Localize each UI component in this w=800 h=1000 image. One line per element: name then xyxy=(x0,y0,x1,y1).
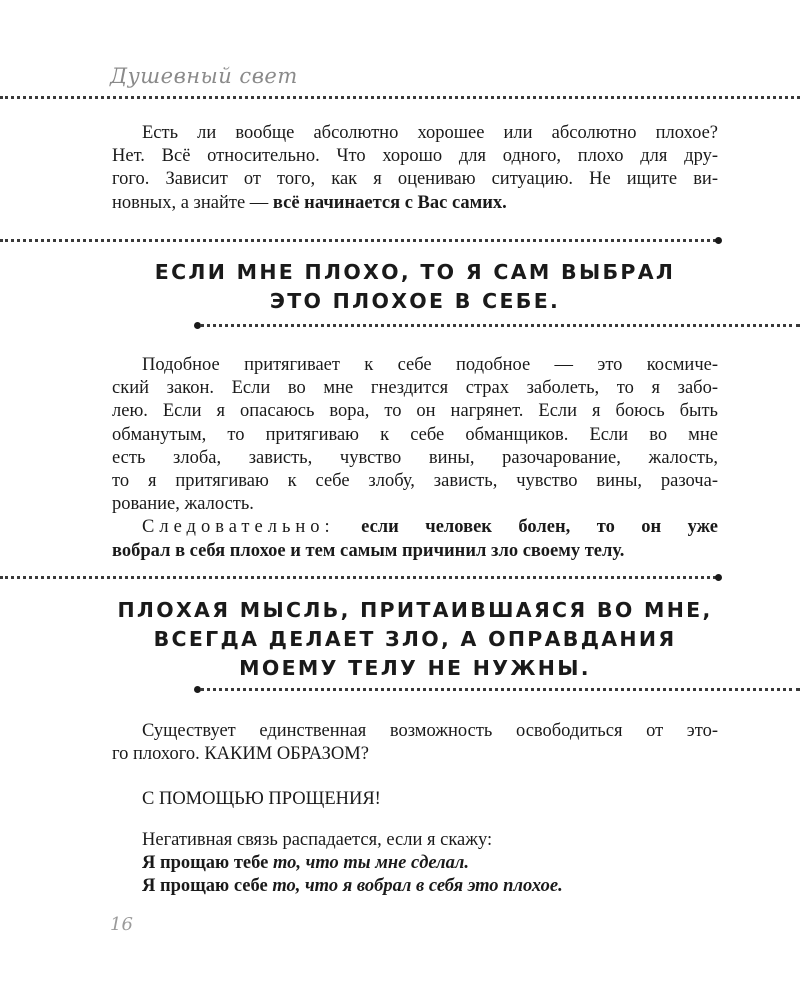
emphasis-text: всё начинается с Вас самих. xyxy=(272,192,507,213)
text-line: Существует единственная возможность освободиться от это- xyxy=(142,721,718,741)
divider-end-dot xyxy=(715,237,722,244)
text-span: новных, а знайте — xyxy=(112,192,273,213)
text-line: С ПОМОЩЬЮ ПРОЩЕНИЯ! xyxy=(142,789,381,809)
text-line xyxy=(112,516,718,539)
section-divider xyxy=(0,576,716,579)
paragraph-1 xyxy=(112,122,718,215)
text-line: го плохого. КАКИМ ОБРАЗОМ? xyxy=(112,744,369,765)
divider-end-dot xyxy=(715,574,722,581)
running-header: Душевный свет xyxy=(110,64,298,88)
emphasis-text: Я прощаю тебе xyxy=(142,853,273,874)
text-line: Есть ли вообще абсолютно хорошее или абсолютно плохое? xyxy=(142,123,718,143)
paragraph-4 xyxy=(112,788,718,811)
emphasis-italic-text: то, что ты мне сделал. xyxy=(272,853,469,874)
emphasis-italic-text: то, что я вобрал в себя это плохое. xyxy=(272,876,563,897)
section-divider xyxy=(0,239,716,242)
text-line: Нет. Всё относительно. Что хорошо для одного, плохо для дру- xyxy=(112,146,718,167)
text-line: Негативная связь распадается, если я скажу: xyxy=(142,830,493,850)
section-heading-2 xyxy=(95,596,735,683)
spaced-text: Следовательно: xyxy=(142,517,335,538)
paragraph-2 xyxy=(112,354,718,563)
paragraph-3 xyxy=(112,720,718,766)
heading-line: ЕСЛИ МНЕ ПЛОХО, ТО Я САМ ВЫБРАЛ xyxy=(154,260,676,284)
emphasis-text: Я прощаю себе xyxy=(142,876,273,897)
text-line: лею. Если я опасаюсь вора, то он нагрянет. Если я боюсь быть xyxy=(112,401,718,422)
heading-line: ПЛОХАЯ МЫСЛЬ, ПРИТАИВШАЯСЯ ВО МНЕ, xyxy=(117,598,713,622)
heading-line: ЭТО ПЛОХОЕ В СЕБЕ. xyxy=(269,289,561,313)
text-line: обманутым, то притягиваю к себе обманщиков. Если во мне xyxy=(112,424,718,445)
section-divider xyxy=(200,324,800,327)
text-line: гого. Зависит от того, как я оцениваю ситуацию. Не ищите ви- xyxy=(112,169,718,190)
heading-line: ВСЕГДА ДЕЛАЕТ ЗЛО, А ОПРАВДАНИЯ xyxy=(153,627,677,651)
text-line xyxy=(112,875,718,898)
text-line xyxy=(112,852,718,875)
text-line: Подобное притягивает к себе подобное — это космиче- xyxy=(142,355,718,375)
text-line: то я притягиваю к себе злобу, зависть, чувство вины, разоча- xyxy=(112,471,718,492)
header-dotted-rule xyxy=(0,96,800,99)
emphasis-text: если человек болен, то он уже xyxy=(361,517,719,538)
heading-line: МОЕМУ ТЕЛУ НЕ НУЖНЫ. xyxy=(239,656,591,680)
text-line: рование, жалость. xyxy=(112,494,254,515)
text-line xyxy=(112,192,718,215)
text-line: вобрал в себя плохое и тем самым причинил зло своему телу. xyxy=(112,540,625,561)
text-line: есть злоба, зависть, чувство вины, разочарование, жалость, xyxy=(112,447,718,468)
paragraph-5 xyxy=(112,829,718,899)
text-line: ский закон. Если во мне гнездится страх заболеть, то я забо- xyxy=(112,378,718,399)
section-divider xyxy=(200,688,800,691)
section-heading-1 xyxy=(95,258,735,316)
page-number: 16 xyxy=(110,914,133,935)
